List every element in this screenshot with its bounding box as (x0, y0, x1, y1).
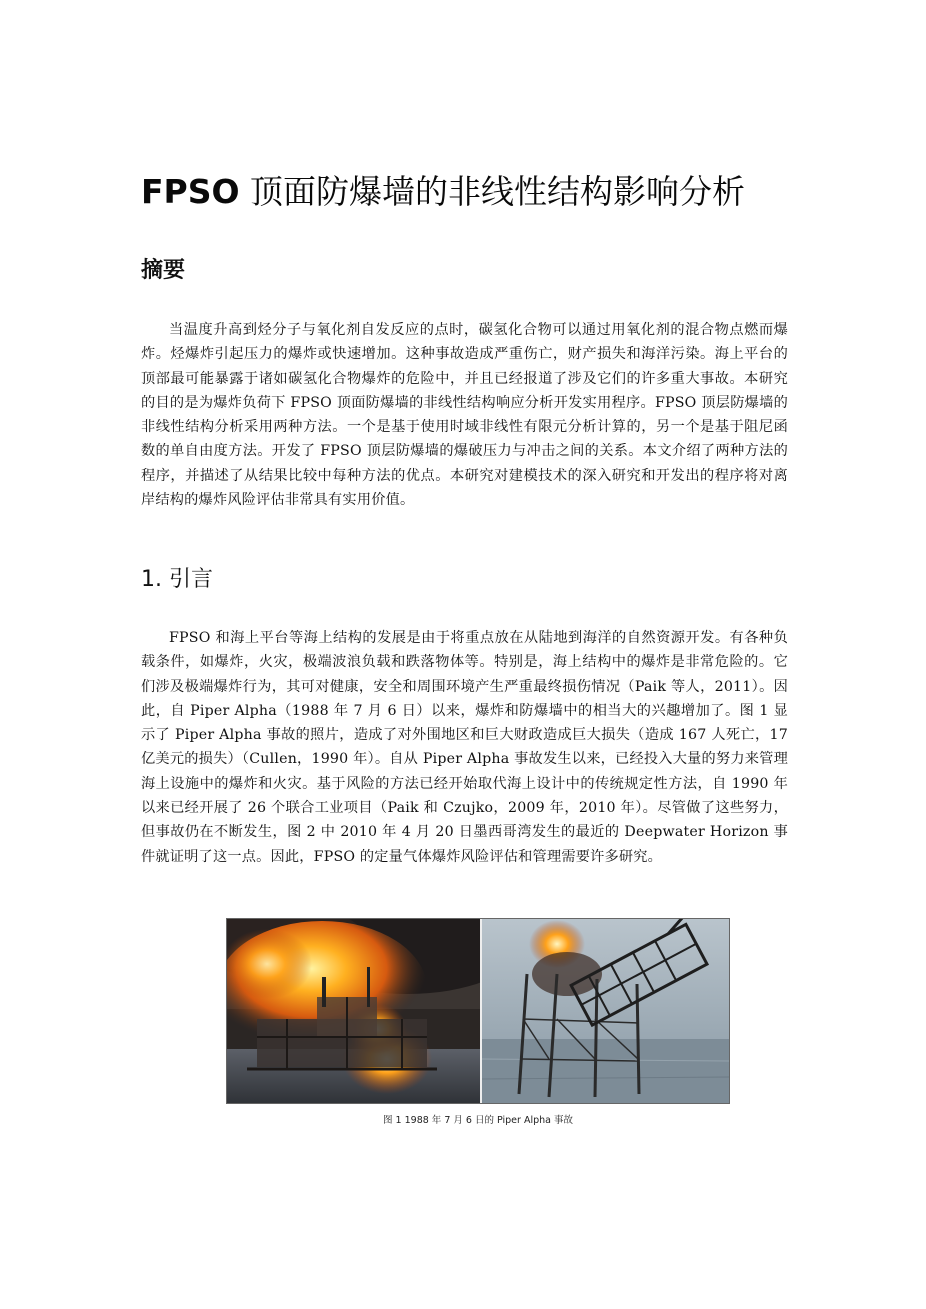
paper-title (141, 168, 801, 216)
figure-1-caption: 图 1 1988 年 7 月 6 日的 Piper Alpha 事故 (383, 1115, 573, 1126)
figure-1-photos (226, 918, 730, 1104)
abstract-heading: 摘要 (141, 258, 186, 283)
photo-left-burning-platform (227, 919, 517, 1104)
photo-right-damaged-structure (482, 919, 730, 1104)
paper-title-rest: 顶面防爆墙的非线性结构影响分析 (239, 172, 746, 211)
section-1-paragraph: FPSO 和海上平台等海上结构的发展是由于将重点放在从陆地到海洋的自然资源开发。有各种负载条件，如爆炸，火灾，极端波浪负载和跌落物体等。特别是，海上结构中的爆炸是非常危险的。它们涉及极端爆炸行为，其可对健康，安全和周围环境产生严重最终损伤情况（Paik 等人，2011）。因此，自 Piper Alpha（1988 年 7 月 6 日）以来，爆炸和防爆墙中的相当大的兴趣增加了。图 1 显示了 Piper Alpha 事故的照片，造成了对外围地区和巨大财政造成巨大损失（造成 167 人死亡，17 亿美元的损失）（Cullen，1990 年）。自从 Piper Alpha 事故发生以来，已经投入大量的努力来管理海上设施中的爆炸和火灾。基于风险的方法已经开始取代海上设计中的传统规定性方法，自 1990 年以来已经开展了 26 个联合工业项目（Paik 和 Czujko，2009 年，2010 年）。尽管做了这些努力，但事故仍在不断发生，图 2 中 2010 年 4 月 20 日墨西哥湾发生的最近的 Deepwater Horizon 事件就证明了这一点。因此，FPSO 的定量气体爆炸风险评估和管理需要许多研究。 (141, 630, 788, 865)
section-1-heading: 1. 引言 (141, 567, 213, 592)
abstract-paragraph: 当温度升高到烃分子与氧化剂自发反应的点时，碳氢化合物可以通过用氧化剂的混合物点燃而爆炸。烃爆炸引起压力的爆炸或快速增加。这种事故造成严重伤亡，财产损失和海洋污染。海上平台的顶部最可能暴露于诸如碳氢化合物爆炸的危险中，并且已经报道了涉及它们的许多重大事故。本研究的目的是为爆炸负荷下 FPSO 顶面防爆墙的非线性结构响应分析开发实用程序。FPSO 顶层防爆墙的非线性结构分析采用两种方法。一个是基于使用时域非线性有限元分析计算的，另一个是基于阻尼函数的单自由度方法。开发了 FPSO 顶层防爆墙的爆破压力与冲击之间的关系。本文介绍了两种方法的程序，并描述了从结果比较中每种方法的优点。本研究对建模技术的深入研究和开发出的程序将对离岸结构的爆炸风险评估非常具有实用价值。 (141, 322, 788, 509)
paper-title-latin: FPSO (141, 172, 240, 211)
